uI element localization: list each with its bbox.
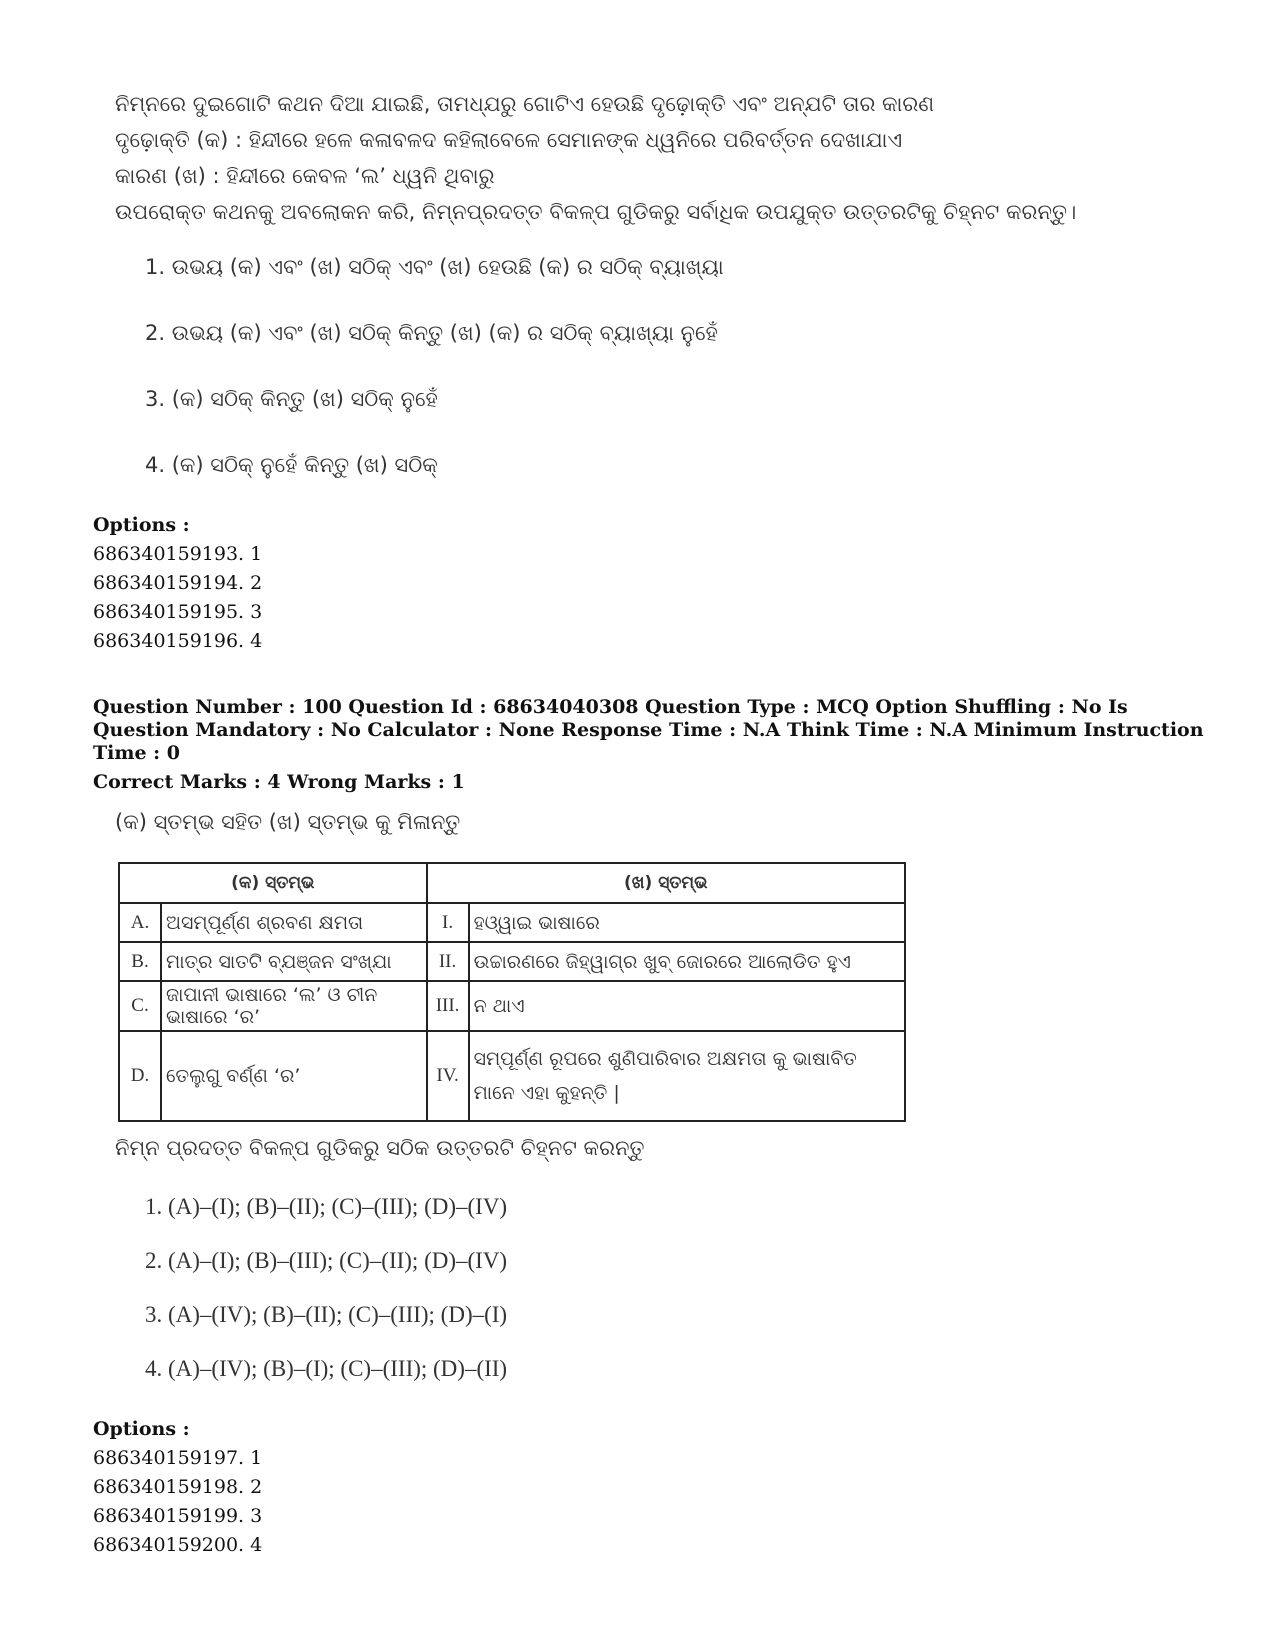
row-label: C. — [119, 981, 161, 1031]
options-heading: Options : — [93, 1418, 190, 1440]
column-a-header: (କ) ସ୍ତମ୍ଭ — [119, 863, 427, 903]
assertion: ଦୃଢ଼ୋକ୍ତି (କ) : ହିନ୍ଦୀରେ ହଳେ କଳାବଳଦ କହିଲାବେଳେ ସେମାନଙ୍କ ଧ୍ୱନିରେ ପରିବର୍ତ୍ତନ ଦେଖାଯାଏ — [115, 128, 903, 152]
choice-item: 3. (କ) ସଠିକ୍ କିନ୍ତୁ (ଖ) ସଠିକ୍ ନୁହେଁ — [145, 387, 438, 411]
table-row — [119, 903, 905, 942]
row-label: II. — [427, 942, 469, 981]
options-block — [93, 1415, 262, 1560]
table-row — [119, 1031, 905, 1121]
column-a-cell: ମାତ୍ର ସାତଟି ବ୍ଯଞ୍ଜନ ସଂଖ୍ଯା — [161, 942, 427, 981]
question-metadata — [93, 696, 1213, 794]
question-prompt: ନିମ୍ନ ପ୍ରଦତ୍ତ ବିକଳ୍ପ ଗୁଡିକରୁ ସଠିକ ଉତ୍ତରଟି ଚିହ୍ନଟ କରନ୍ତୁ — [115, 1136, 645, 1160]
column-b-cell: ଉଚ୍ଚାରଣରେ ଜିହ୍ୱାଗ୍ର ଖୁବ୍ ଜୋରରେ ଆଲୋଡିତ ହୁଏ — [469, 942, 905, 981]
row-label: III. — [427, 981, 469, 1031]
choice-list — [145, 1194, 507, 1410]
instruction: ଉପରୋକ୍ତ କଥନକୁ ଅବଲୋକନ କରି, ନିମ୍ନପ୍ରଦତ୍ତ ବିକଳ୍ପ ଗୁଡିକରୁ ସର୍ବାଧିକ ଉପଯୁକ୍ତ ଉତ୍ତରଟିକୁ ଚିହ୍ନଟ କରନ୍ତୁ। — [115, 200, 1077, 224]
column-a-cell: ଜାପାନୀ ଭାଷାରେ ‘ଲ’ ଓ ଚୀନ ଭାଷାରେ ‘ର’ — [161, 981, 427, 1031]
table-row — [119, 942, 905, 981]
column-b-header: (ଖ) ସ୍ତମ୍ଭ — [427, 863, 905, 903]
choice-item: 2. (A)–(I); (B)–(III); (C)–(II); (D)–(IV) — [145, 1248, 508, 1273]
question-statement: ନିମ୍ନରେ ଦୁଇଗୋଟି କଥନ ଦିଆ ଯାଇଛି, ତାମଧ୍ଯରୁ ଗୋଟିଏ ହେଉଛି ଦୃଢ଼ୋକ୍ତି ଏବଂ ଅନ୍ଯଟି ତାର କାରଣ — [115, 92, 935, 116]
column-b-cell: ନ ଥାଏ — [469, 981, 905, 1031]
option-id: 686340159195. 3 — [93, 601, 263, 623]
previous-question-block — [115, 86, 1077, 516]
question-intro: (କ) ସ୍ତମ୍ଭ ସହିତ (ଖ) ସ୍ତମ୍ଭ କୁ ମିଳାନ୍ତୁ — [115, 810, 461, 834]
choice-item: 2. ଉଭୟ (କ) ଏବଂ (ଖ) ସଠିକ୍ କିନ୍ତୁ (ଖ) (କ) ର ସଠିକ୍ ବ୍ୟାଖ୍ୟା ନୁହେଁ — [145, 321, 718, 345]
column-b-cell: ହଓ୍ୱାଇ ଭାଷାରେ — [469, 903, 905, 942]
reason: କାରଣ (ଖ) : ହିନ୍ଦୀରେ କେବଳ ‘ଲ’ ଧ୍ୱନି ଥିବାରୁ — [115, 164, 495, 188]
choice-item: 4. (A)–(IV); (B)–(I); (C)–(III); (D)–(II) — [145, 1356, 508, 1381]
choice-item: 3. (A)–(IV); (B)–(II); (C)–(III); (D)–(I) — [145, 1302, 508, 1327]
match-table — [118, 862, 906, 1122]
column-b-cell: ସମ୍ପୂର୍ଣ୍ଣ ରୂପରେ ଶୁଣିପାରିବାର ଅକ୍ଷମତା କୁ ଭାଷାବିତ ମାନେ ଏହା କୁହନ୍ତି | — [469, 1031, 905, 1121]
option-id: 686340159199. 3 — [93, 1505, 263, 1527]
choice-item: 1. (A)–(I); (B)–(II); (C)–(III); (D)–(IV) — [145, 1194, 508, 1219]
marks-info: Correct Marks : 4 Wrong Marks : 1 — [93, 771, 465, 793]
column-a-cell: ତେଲୁଗୁ ବର୍ଣ୍ଣ ‘ର’ — [161, 1031, 427, 1121]
table-row — [119, 981, 905, 1031]
option-id: 686340159196. 4 — [93, 630, 263, 652]
column-a-cell: ଅସମ୍ପୂର୍ଣ୍ଣ ଶ୍ରବଣ କ୍ଷମତା — [161, 903, 427, 942]
option-id: 686340159197. 1 — [93, 1447, 263, 1469]
choice-item: 1. ଉଭୟ (କ) ଏବଂ (ଖ) ସଠିକ୍ ଏବଂ (ଖ) ହେଉଛି (କ) ର ସଠିକ୍ ବ୍ୟାଖ୍ୟା — [145, 255, 724, 279]
option-id: 686340159194. 2 — [93, 572, 263, 594]
option-id: 686340159200. 4 — [93, 1534, 263, 1556]
choice-list — [145, 252, 1015, 516]
question-info: Question Number : 100 Question Id : 68634040308 Question Type : MCQ Option Shuffling : No Is Question Mandatory : No Calculator : None Response Time : N.A Think Time : N.A Minimum Instruction Time : 0 — [93, 696, 1204, 764]
options-heading: Options : — [93, 514, 190, 536]
table-header-row — [119, 863, 905, 903]
option-id: 686340159198. 2 — [93, 1476, 263, 1498]
row-label: B. — [119, 942, 161, 981]
row-label: A. — [119, 903, 161, 942]
row-label: D. — [119, 1031, 161, 1121]
option-id: 686340159193. 1 — [93, 543, 263, 565]
options-block-previous — [93, 511, 262, 656]
row-label: I. — [427, 903, 469, 942]
row-label: IV. — [427, 1031, 469, 1121]
choice-item: 4. (କ) ସଠିକ୍ ନୁହେଁ କିନ୍ତୁ (ଖ) ସଠିକ୍ — [145, 453, 438, 477]
